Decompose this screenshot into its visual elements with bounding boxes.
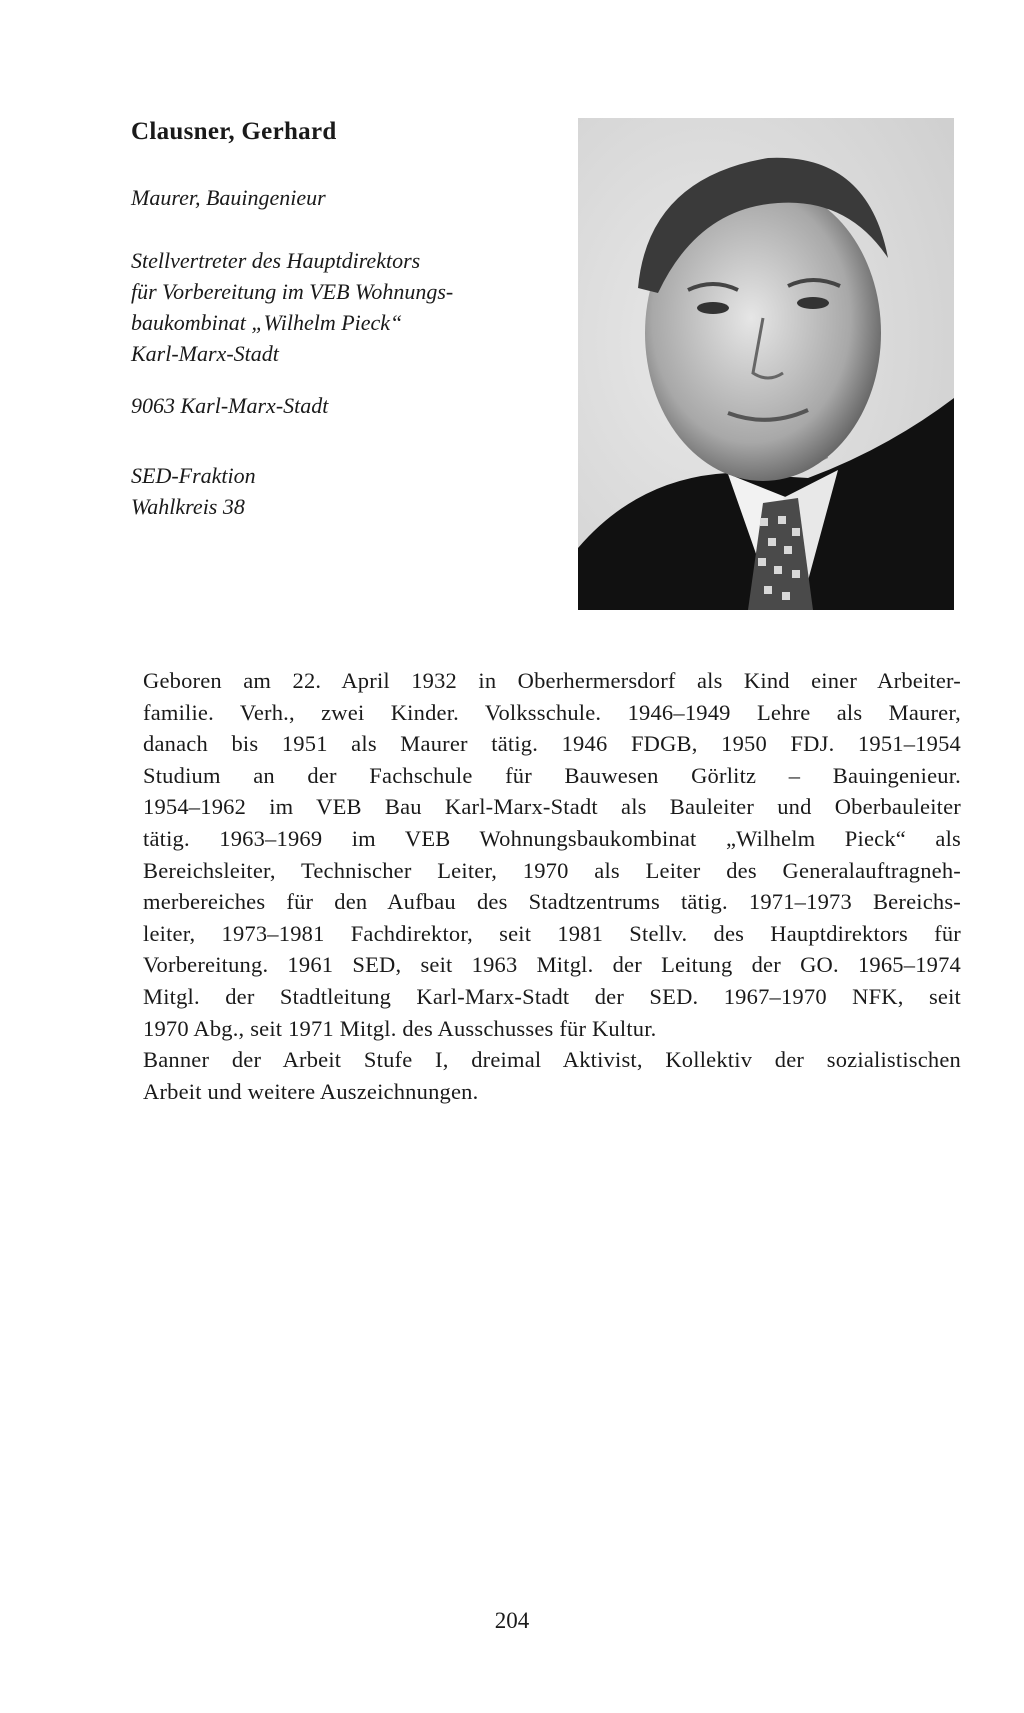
biography-line: Geboren am 22. April 1932 in Oberhermersdorf als Kind einer Arbeiter- [143, 668, 961, 693]
biography-line: Banner der Arbeit Stufe I, dreimal Aktivist, Kollektiv der sozialistischen [143, 1047, 961, 1073]
position-line: für Vorbereitung im VEB Wohnungs- [131, 279, 454, 304]
page-number: 204 [494, 1608, 530, 1633]
address: 9063 Karl-Marx-Stadt [131, 393, 329, 418]
biography-line: tätig. 1963–1969 im VEB Wohnungsbaukombinat „Wilhelm Pieck“ als [143, 825, 961, 851]
biography-line: danach bis 1951 als Maurer tätig. 1946 FDGB, 1950 FDJ. 1951–1954 [143, 731, 961, 757]
biography-line: familie. Verh., zwei Kinder. Volksschule. 1946–1949 Lehre als Maurer, [143, 699, 961, 725]
position-line: Stellvertreter des Hauptdirektors [131, 248, 421, 273]
biography-line: merbereiches für den Aufbau des Stadtzentrums tätig. 1971–1973 Bereichs- [143, 889, 961, 915]
person-name: Clausner, Gerhard [131, 118, 337, 145]
biography-line: leiter, 1973–1981 Fachdirektor, seit 1981 Stellv. des Hauptdirektors für [143, 920, 961, 946]
faction: SED-Fraktion [131, 463, 256, 488]
biography-line: 1970 Abg., seit 1971 Mitgl. des Ausschusses für Kultur. [143, 1015, 657, 1041]
position-line: baukombinat „Wilhelm Pieck“ [131, 310, 403, 335]
biography-line: Bereichsleiter, Technischer Leiter, 1970 als Leiter des Generalauftragneh- [143, 857, 961, 883]
party-block [131, 460, 256, 522]
portrait-photo [578, 118, 954, 610]
constituency: Wahlkreis 38 [131, 494, 245, 519]
biography-line: Arbeit und weitere Auszeichnungen. [143, 1078, 479, 1104]
portrait-icon [578, 118, 954, 610]
profession: Maurer, Bauingenieur [131, 185, 326, 210]
biography-line: Vorbereitung. 1961 SED, seit 1963 Mitgl. der Leitung der GO. 1965–1974 [143, 952, 961, 978]
biography-line: Studium an der Fachschule für Bauwesen Görlitz – Bauingenieur. [143, 762, 961, 788]
biography-line: Mitgl. der Stadtleitung Karl-Marx-Stadt der SED. 1967–1970 NFK, seit [143, 983, 961, 1009]
biography-line: 1954–1962 im VEB Bau Karl-Marx-Stadt als Bauleiter und Oberbauleiter [143, 794, 961, 820]
biography [143, 665, 961, 1107]
position-line: Karl-Marx-Stadt [131, 341, 279, 366]
position-block [131, 245, 453, 369]
